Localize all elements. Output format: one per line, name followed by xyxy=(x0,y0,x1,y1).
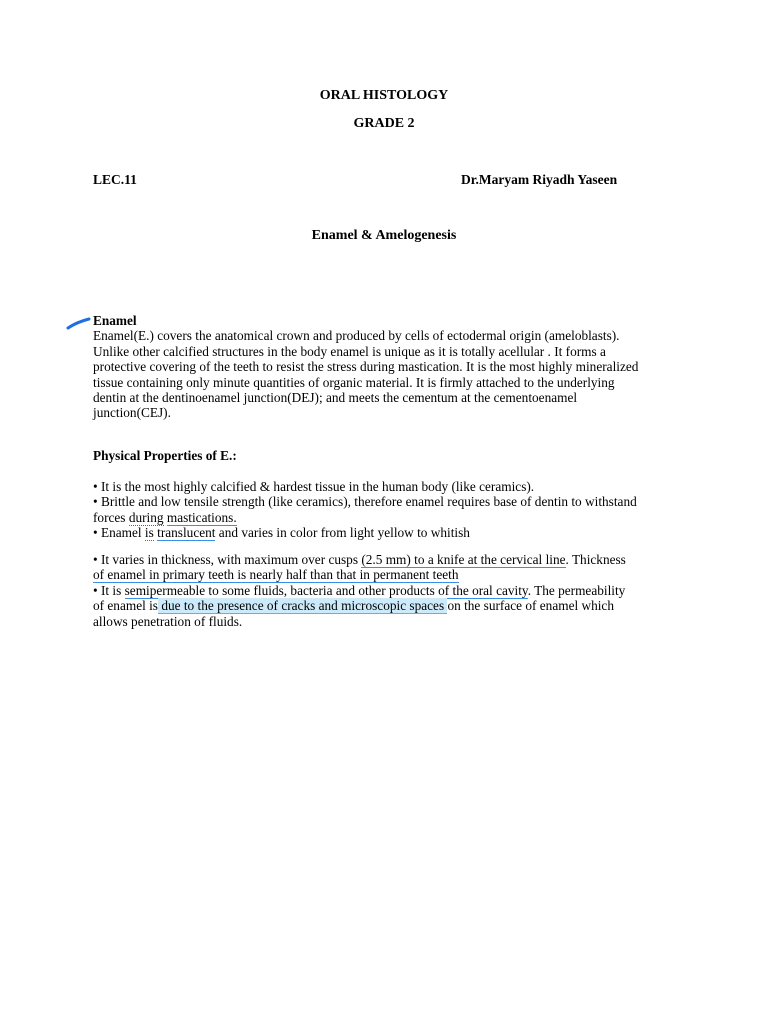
paragraph-line: protective covering of the teeth to resist the stress during mastication. It is the most highly mineralized xyxy=(93,359,639,375)
paragraph-line: junction(CEJ). xyxy=(93,405,171,421)
text-run: forces xyxy=(93,509,129,525)
annotated-word: during xyxy=(128,509,164,525)
bullet-item-continued: allows penetration of fluids. xyxy=(93,613,243,629)
author-name: Dr.Maryam Riyadh Yaseen xyxy=(461,172,618,187)
bullet-item xyxy=(93,525,683,540)
grade-label: GRADE 2 xyxy=(353,116,415,131)
underlined-text: (2.5 mm) to a knife at the cervical line xyxy=(361,552,566,567)
lecture-number: LEC.11 xyxy=(93,172,137,187)
paragraph-line: tissue containing only minute quantities of organic material. It is firmly attached to the underlying xyxy=(93,374,615,390)
paragraph-line: dentin at the dentinoenamel junction(DEJ); and meets the cementum at the cementoenamel xyxy=(93,390,578,406)
bullet-item xyxy=(93,552,683,567)
underlined-text: translucent xyxy=(157,525,216,541)
underlined-text: of enamel in primary teeth is nearly half than that in permanent teeth xyxy=(93,567,459,583)
paragraph-line: Enamel(E.) covers the anatomical crown and produced by cells of ectodermal origin (ameloblasts). xyxy=(93,328,620,344)
paragraph-line: Unlike other calcified structures in the body enamel is unique as it is totally acellular . It forms a xyxy=(93,343,606,359)
highlighted-text: due to the presence of cracks and microscopic spaces xyxy=(158,598,448,614)
physical-properties-list-b xyxy=(93,552,683,629)
text-run: • It is xyxy=(93,582,125,598)
lecture-topic: Enamel & Amelogenesis xyxy=(311,228,457,243)
text-run: • Enamel xyxy=(93,525,145,541)
section-heading: Physical Properties of E.: xyxy=(93,448,237,463)
underlined-text: mastications. xyxy=(166,509,237,525)
underlined-text: semipermeable to some fluids, bacteria and other products of the oral cavity xyxy=(124,582,528,598)
annotated-word: is xyxy=(144,525,154,541)
text-run: of enamel is xyxy=(93,598,158,614)
text-run: on the surface of enamel which xyxy=(447,598,614,614)
pen-stroke-icon xyxy=(66,317,92,331)
bullet-item-continued xyxy=(93,567,683,582)
enamel-section xyxy=(93,313,683,421)
section-heading: Enamel xyxy=(93,313,137,328)
bullet-item: • Brittle and low tensile strength (like ceramics), therefore enamel requires base of dentin to withstand xyxy=(93,494,637,510)
course-title: ORAL HISTOLOGY xyxy=(319,88,449,103)
physical-properties-list-a xyxy=(93,479,683,541)
bullet-item: • It is the most highly calcified & hardest tissue in the human body (like ceramics). xyxy=(93,479,535,494)
text-run: . The permeability xyxy=(527,582,626,598)
text-run: • It varies in thickness, with maximum over cusps xyxy=(93,552,362,567)
text-run: and varies in color from light yellow to whitish xyxy=(215,525,470,541)
bullet-item xyxy=(93,583,683,598)
bullet-item-continued xyxy=(93,510,683,525)
text-run: . Thickness xyxy=(565,552,626,567)
bullet-item-continued xyxy=(93,598,683,613)
